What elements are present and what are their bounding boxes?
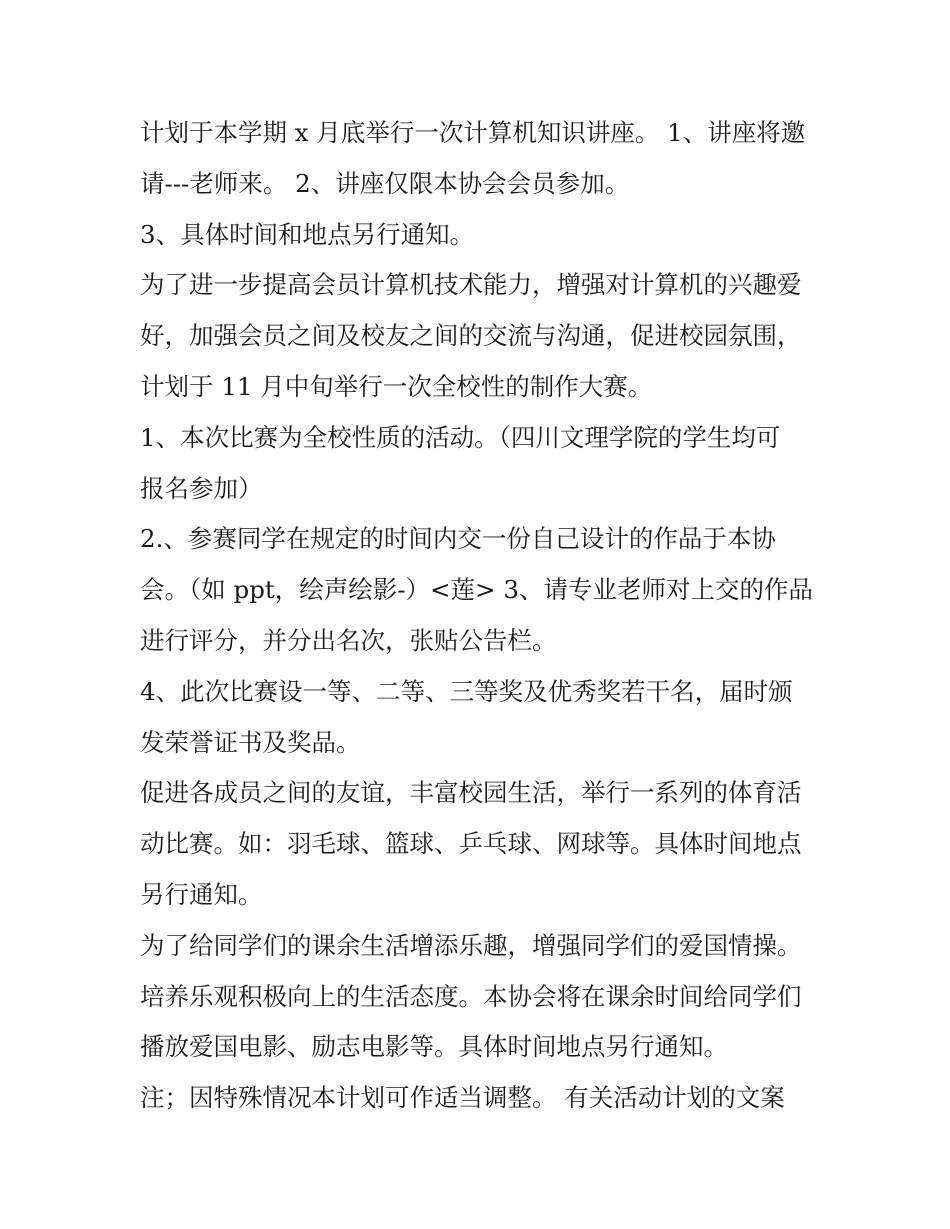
- text-line: 为了给同学们的课余生活增添乐趣，增强同学们的爱国情操。: [140, 930, 802, 960]
- text-line: 会。（如 ppt，绘声绘影-）<莲> 3、请专业老师对上交的作品: [140, 575, 813, 605]
- text-line: 3、具体时间和地点另行通知。: [140, 219, 475, 249]
- text-line: 促进各成员之间的友谊，丰富校园生活，举行一系列的体育活: [140, 778, 802, 808]
- text-line: 另行通知。: [140, 879, 263, 909]
- text-line: 2.、参赛同学在规定的时间内交一份自己设计的作品于本协: [140, 524, 776, 554]
- text-line: 1、本次比赛为全校性质的活动。（四川文理学院的学生均可: [140, 422, 781, 452]
- text-line: 好，加强会员之间及校友之间的交流与沟通，促进校园氛围，: [140, 321, 802, 351]
- text-line: 计划于本学期 x 月底举行一次计算机知识讲座。 1、讲座将邀: [140, 118, 806, 147]
- text-line: 播放爱国电影、励志电影等。具体时间地点另行通知。: [140, 1032, 728, 1062]
- text-line: 为了进一步提高会员计算机技术能力，增强对计算机的兴趣爱: [140, 270, 802, 300]
- text-line: 注；因特殊情况本计划可作适当调整。 有关活动计划的文案: [140, 1083, 785, 1113]
- text-line: 报名参加）: [140, 473, 263, 503]
- text-line: 请---老师来。 2、讲座仅限本协会会员参加。: [140, 168, 630, 198]
- document-body: [140, 108, 820, 1124]
- text-line: 发荣誉证书及奖品。: [140, 727, 361, 757]
- text-line: 计划于 11 月中旬举行一次全校性的制作大赛。: [140, 371, 653, 401]
- text-line: 培养乐观积极向上的生活态度。本协会将在课余时间给同学们: [140, 981, 802, 1011]
- text-line: 4、此次比赛设一等、二等、三等奖及优秀奖若干名，届时颁: [140, 676, 793, 706]
- text-line: 动比赛。如：羽毛球、篮球、乒乓球、网球等。具体时间地点: [140, 829, 802, 859]
- text-line: 进行评分，并分出名次，张贴公告栏。: [140, 625, 557, 655]
